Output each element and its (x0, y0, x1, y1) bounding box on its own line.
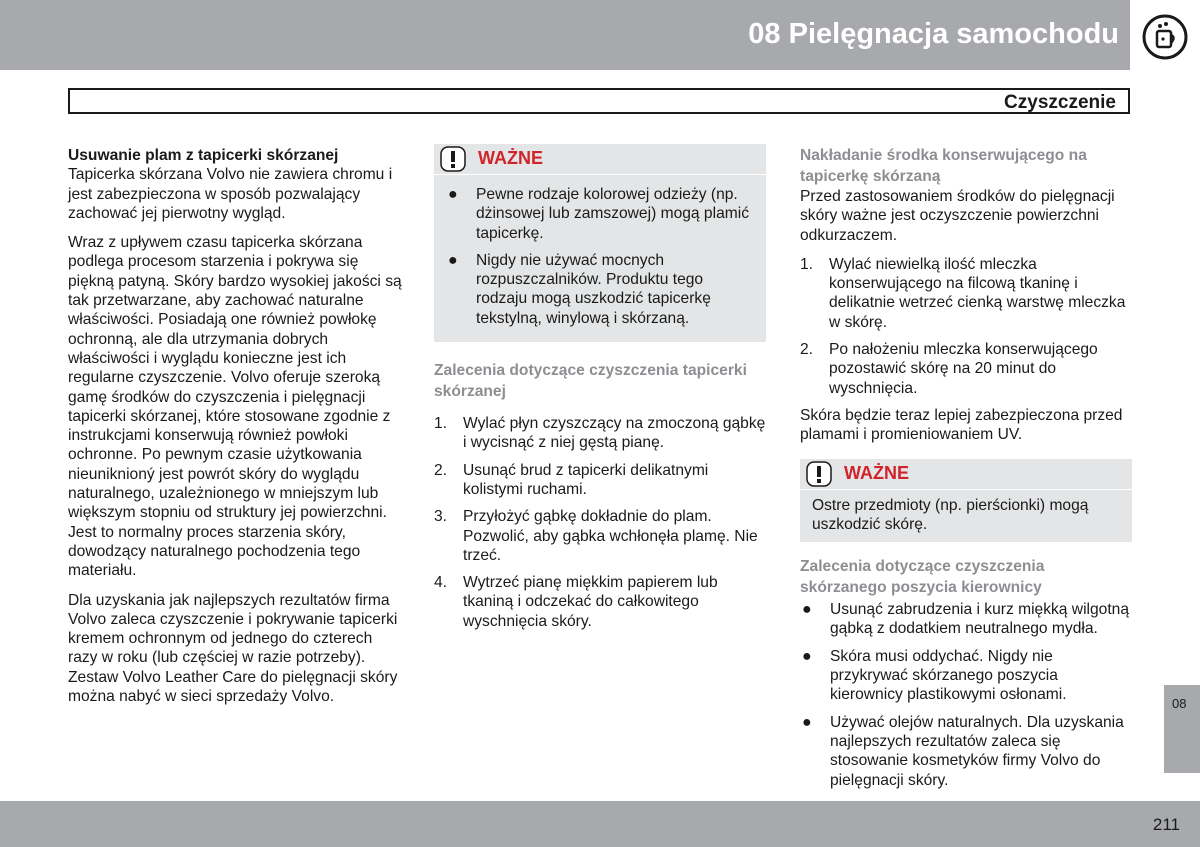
column-3 (800, 145, 1132, 798)
warning-header (434, 144, 766, 175)
warning-header (800, 459, 1132, 490)
paragraph: Skóra będzie teraz lepiej zabezpieczona przed plamami i promieniowaniem UV. (800, 406, 1123, 444)
list-item: 2. Po nałożeniu mleczka konserwującego pozostawić skórę na 20 minut do wyschnięcia. (800, 341, 1098, 397)
list-item: ● Usunąć zabrudzenia i kurz miękką wilgotną gąbką z dodatkiem neutralnego mydła. (802, 601, 1130, 638)
paragraph: Wraz z upływem czasu tapicerka skórzana podlega procesom starzenia i pokrywa się piękną patyną. Skóry bardzo wysokiej jakości są tak przetwarzane, aby zachować naturalne właściwości. Posiadają one również powłokę ochronną, ale dla utrzymania dobrych właściwości i wyglądu konieczne jest ich regularne czyszczenie. Volvo oferuje szeroką gamę środków do czyszczenia i pielęgnacji tapicerki skórzanej, które stosowane zgodnie z instrukcjami konserwują również powłoki ochronne. Po pewnym czasie użytkowania nieuniknioný jest powrót skóry do wyglądu naturalnego, uzależnionego w mniejszym lub większym stopniu od struktury jej powierzchni. Jest to normalny proces starzenia skóry, dowodzący naturalnego pochodzenia tego materiału. (68, 234, 402, 580)
warning-label: WAŻNE (478, 148, 543, 169)
conditioner-heading: Nakładanie środka konserwującego na tapicerkę skórzaną (800, 147, 1087, 185)
column-1 (68, 146, 402, 716)
warning-label: WAŻNE (844, 462, 909, 483)
chapter-icon-box (1130, 0, 1200, 70)
steering-wheel-heading: Zalecenia dotyczące czyszczenia skórzanego poszycia kierownicy (800, 558, 1045, 597)
list-item: 3. Przyłożyć gąbkę dokładnie do plam. Pozwolić, aby gąbka wchłonęła plamę. Nie trzeć. (434, 508, 758, 564)
list-item: ● Nigdy nie używać mocnych rozpuszczalników. Produktu tego rodzaju mogą uszkodzić tapicerkę tekstylną, winylową i skórzaną. (448, 251, 711, 327)
list-item: ● Używać olejów naturalnych. Dla uzyskania najlepszych rezultatów zaleca się stosowanie kosmetyków firmy Volvo do pielęgnacji skóry. (802, 713, 1124, 789)
column-2 (434, 144, 766, 639)
leather-stain-heading: Usuwanie plam z tapicerki skórzanej (68, 147, 339, 164)
side-tab-label: 08 (1172, 696, 1187, 711)
list-item: 2. Usunąć brud z tapicerki delikatnymi kolistymi ruchami. (434, 461, 709, 498)
bullet: ● (448, 251, 458, 269)
bullet: ● (802, 647, 812, 665)
list-item: ● Skóra musi oddychać. Nigdy nie przykrywać skórzanego poszycia kierownicy plastikowymi osłonami. (802, 647, 1067, 704)
bullet: ● (448, 186, 458, 203)
chapter-title: 08 Pielęgnacja samochodu (748, 18, 1119, 50)
list-item: ● Pewne rodzaje kolorowej odzieży (np. dżinsowej lub zamszowej) mogą plamić tapicerkę. (448, 186, 749, 242)
conditioner-steps (800, 255, 1132, 398)
list-item: 4. Wytrzeć pianę miękkim papierem lub tkaniną i odczekać do całkowitego wyschnięcia skóry. (434, 574, 718, 630)
car-care-icon (1142, 14, 1188, 60)
warning-box (800, 459, 1132, 543)
exclamation-icon (438, 144, 468, 174)
cleaning-steps (434, 414, 766, 631)
list-item: 1. Wylać niewielką ilość mleczka konserwującego na filcową tkaninę i delikatnie wetrzeć cienką warstwę mleczka w skórę. (800, 255, 1126, 331)
page-number: 211 (1152, 815, 1180, 834)
warning-box (434, 144, 766, 342)
page-footer (0, 801, 1200, 847)
exclamation-icon (804, 459, 834, 489)
leather-cleaning-heading: Zalecenia dotyczące czyszczenia tapicerki skórzanej (434, 362, 747, 401)
section-title: Czyszczenie (1004, 92, 1116, 113)
paragraph: Tapicerka skórzana Volvo nie zawiera chromu i jest zabezpieczona w sposób pozwalający zachować jej pierwotny wygląd. (68, 166, 393, 222)
chapter-header (0, 0, 1200, 70)
warning-list (434, 175, 766, 328)
warning-text: Ostre przedmioty (np. pierścionki) mogą uszkodzić skórę. (812, 496, 1089, 533)
chapter-side-tab (1164, 685, 1200, 773)
bullet: ● (802, 601, 812, 619)
bullet: ● (802, 713, 812, 731)
list-item: 1. Wylać płyn czyszczący na zmoczoną gąbkę i wycisnąć z niej gęstą pianę. (434, 415, 766, 452)
section-header (68, 88, 1130, 114)
paragraph: Przed zastosowaniem środków do pielęgnacji skóry ważne jest oczyszczenie powierzchni odkurzaczem. (800, 188, 1115, 244)
steering-wheel-list (800, 600, 1132, 790)
paragraph: Dla uzyskania jak najlepszych rezultatów firma Volvo zaleca czyszczenie i pokrywanie tapicerki kremem ochronnym od jednego do czterech razy w roku (lub częściej w razie potrzeby). Zestaw Volvo Leather Care do pielęgnacji skóry można nabyć w sieci sprzedaży Volvo. (68, 591, 398, 706)
